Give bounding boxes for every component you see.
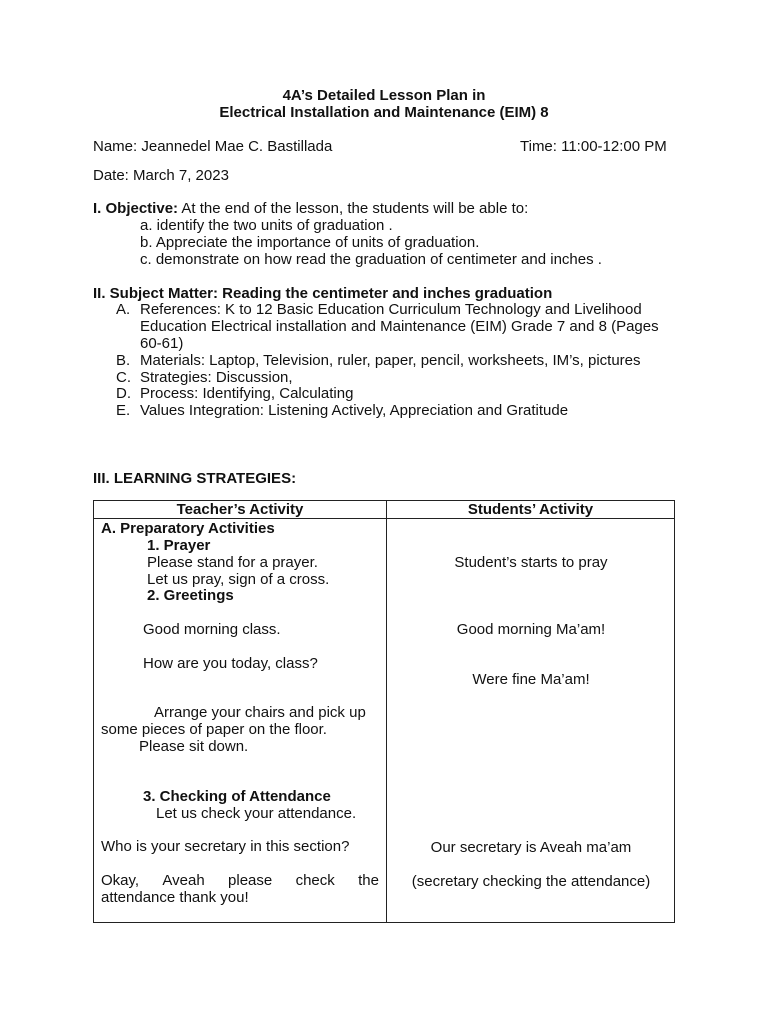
table-header-row xyxy=(94,501,675,519)
teacher-line: Please stand for a prayer. xyxy=(147,554,318,571)
student-response: Our secretary is Aveah ma’am xyxy=(430,839,632,856)
document-subtitle: Electrical Installation and Maintenance (EIM) 8 xyxy=(219,104,549,121)
objective-item: a. identify the two units of graduation . xyxy=(140,217,393,234)
teacher-justified-line xyxy=(101,872,379,889)
objective-item: b. Appreciate the importance of units of graduation. xyxy=(140,234,480,251)
objective-intro: At the end of the lesson, the students will be able to: xyxy=(178,200,529,217)
teacher-line: Arrange your chairs and pick up xyxy=(154,704,366,721)
subject-matter-heading: II. Subject Matter: Reading the centimeter and inches graduation xyxy=(93,285,553,302)
list-marker: C. xyxy=(116,369,131,386)
time-field: Time: 11:00-12:00 PM xyxy=(520,138,667,155)
teacher-line: some pieces of paper on the floor. xyxy=(101,721,327,738)
word: please xyxy=(228,872,273,889)
students-activity-cell xyxy=(387,519,675,923)
list-item: Materials: Laptop, Television, ruler, paper, pencil, worksheets, IM’s, pictures xyxy=(140,352,641,369)
name-field: Name: Jeannedel Mae C. Bastillada xyxy=(93,138,333,155)
student-response: Good morning Ma’am! xyxy=(456,621,606,638)
prayer-heading: 1. Prayer xyxy=(147,537,211,554)
objective-line xyxy=(93,200,528,217)
list-item-continuation: Education Electrical installation and Maintenance (EIM) Grade 7 and 8 (Pages xyxy=(140,318,659,335)
student-response: (secretary checking the attendance) xyxy=(411,873,651,890)
student-response: Student’s starts to pray xyxy=(454,554,608,571)
attendance-heading: 3. Checking of Attendance xyxy=(143,788,331,805)
teacher-line: Please sit down. xyxy=(139,738,249,755)
list-item: Values Integration: Listening Actively, Appreciation and Gratitude xyxy=(140,402,569,419)
objective-heading: I. Objective: xyxy=(93,200,179,217)
teacher-line: Let us check your attendance. xyxy=(156,805,357,822)
list-item-continuation: 60-61) xyxy=(140,335,184,352)
list-marker: A. xyxy=(116,301,131,318)
date-field: Date: March 7, 2023 xyxy=(93,167,229,184)
word: Okay, xyxy=(101,872,140,889)
list-item: Process: Identifying, Calculating xyxy=(140,385,354,402)
word: the xyxy=(358,872,379,889)
learning-strategies-heading: III. LEARNING STRATEGIES: xyxy=(93,470,297,487)
teacher-activity-cell xyxy=(94,519,387,923)
preparatory-activities-heading: A. Preparatory Activities xyxy=(101,520,275,537)
teacher-line: Who is your secretary in this section? xyxy=(101,838,350,855)
teacher-line: attendance thank you! xyxy=(101,889,249,906)
student-response: Were fine Ma’am! xyxy=(472,671,590,688)
list-marker: E. xyxy=(116,402,131,419)
teacher-line: How are you today, class? xyxy=(143,655,318,672)
list-item: References: K to 12 Basic Education Curriculum Technology and Livelihood xyxy=(140,301,642,318)
greetings-heading: 2. Greetings xyxy=(147,587,234,604)
list-item: Strategies: Discussion, xyxy=(140,369,293,386)
objective-item: c. demonstrate on how read the graduation of centimeter and inches . xyxy=(140,251,602,268)
document-title: 4A’s Detailed Lesson Plan in xyxy=(282,87,486,104)
list-marker: D. xyxy=(116,385,131,402)
table-row xyxy=(94,519,675,923)
word: Aveah xyxy=(162,872,205,889)
students-activity-header: Students’ Activity xyxy=(387,501,675,519)
word: check xyxy=(295,872,335,889)
teacher-activity-header: Teacher’s Activity xyxy=(94,501,387,519)
list-marker: B. xyxy=(116,352,131,369)
teacher-line: Good morning class. xyxy=(143,621,281,638)
activity-table xyxy=(93,500,675,923)
teacher-line: Let us pray, sign of a cross. xyxy=(147,571,330,588)
